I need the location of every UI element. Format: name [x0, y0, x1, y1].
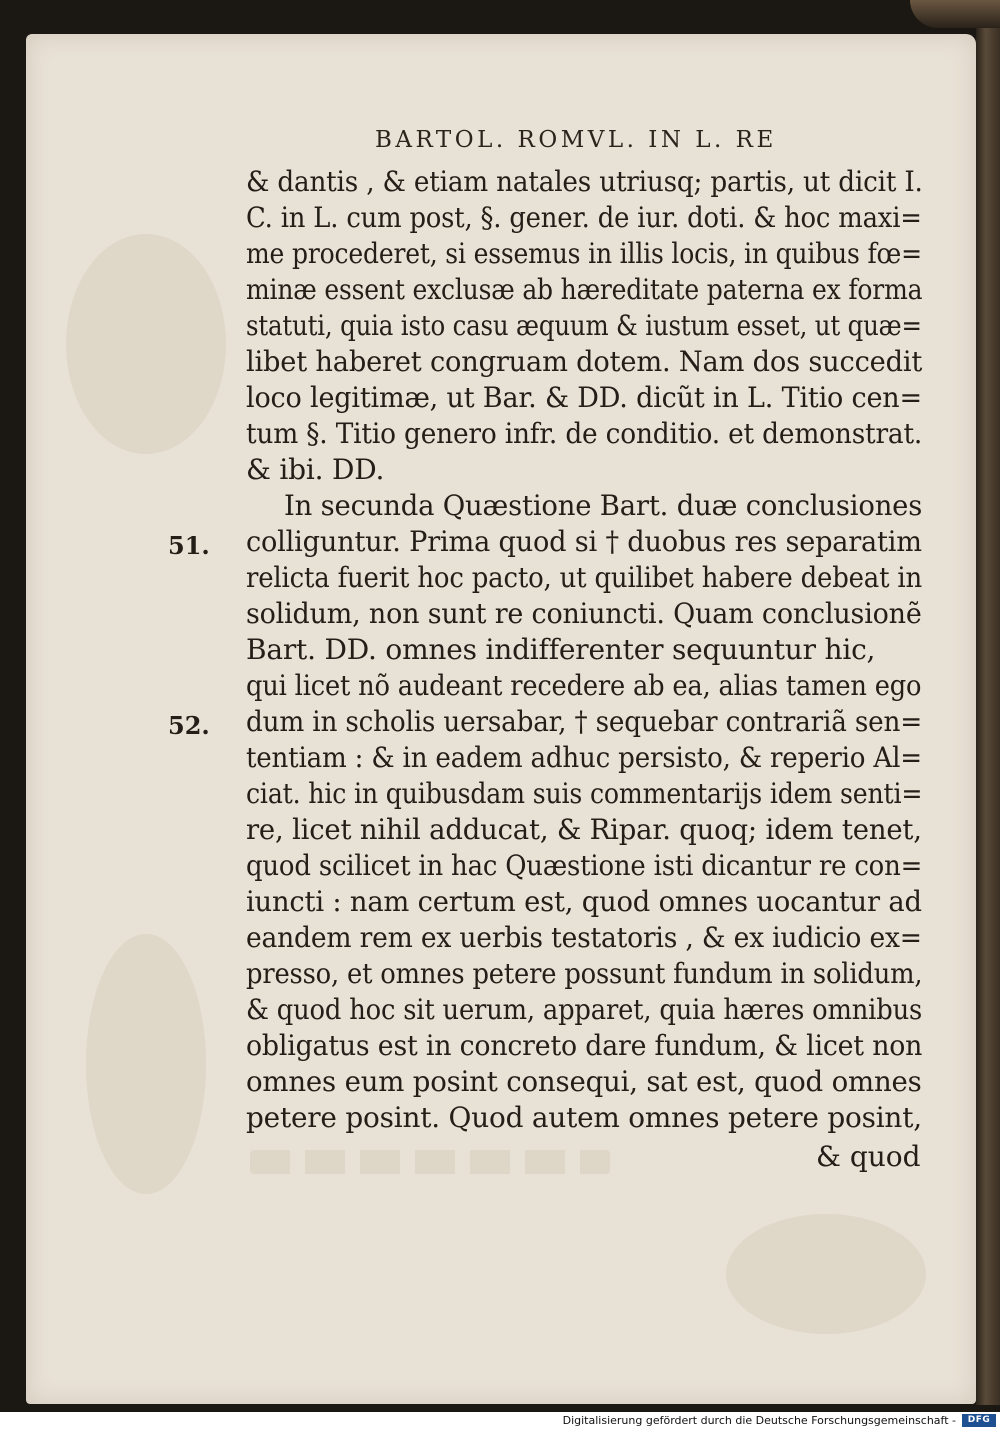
footer-bar [0, 1412, 1000, 1430]
funding-credit: Digitalisierung gefördert durch die Deutsche Forschungsgemeinschaft - [562, 1414, 956, 1427]
marginal-note: 52. [168, 711, 210, 740]
text-line: libet haberet congruam dotem. Nam dos succedit [246, 345, 923, 378]
running-head: BARTOL. ROMVL. IN L. RE [375, 127, 777, 153]
text-line: iuncti : nam certum est, quod omnes uocantur ad [246, 885, 922, 918]
text-line: presso, et omnes petere possunt fundum in solidum, [246, 957, 923, 990]
text-line: petere posint. Quod autem omnes petere posint, [246, 1101, 922, 1134]
paragraph-first-line: In secunda Quæstione Bart. duæ conclusiones [284, 489, 923, 522]
text-line: omnes eum posint consequi, sat est, quod omnes [246, 1065, 922, 1098]
text-line: ciat. hic in quibusdam suis commentarijs idem senti= [246, 777, 923, 810]
catchword: & quod [816, 1140, 921, 1173]
dfg-logo[interactable]: DFG [962, 1414, 996, 1427]
text-line: qui licet nõ audeant recedere ab ea, alias tamen ego [246, 669, 922, 702]
text-line: statuti, quia isto casu æquum & iustum esset, ut quæ= [246, 309, 922, 342]
text-line: solidum, non sunt re coniuncti. Quam conclusionẽ [246, 597, 922, 630]
text-line: & quod hoc sit uerum, apparet, quia hæres omnibus [246, 993, 923, 1026]
text-line: minæ essent exclusæ ab hæreditate paterna ex forma [246, 273, 923, 306]
text-line: colliguntur. Prima quod si † duobus res separatim [246, 525, 922, 558]
page-corner [910, 0, 1000, 28]
paper-stain [66, 234, 226, 454]
text-line: eandem rem ex uerbis testatoris , & ex iudicio ex= [246, 921, 922, 954]
text-line: re, licet nihil adducat, & Ripar. quoq; idem tenet, [246, 813, 922, 846]
text-line: tum §. Titio genero infr. de conditio. et demonstrat. [246, 417, 923, 450]
text-line: relicta fuerit hoc pacto, ut quilibet habere debeat in [246, 561, 923, 594]
text-line: & dantis , & etiam natales utriusq; partis, ut dicit I. [246, 165, 923, 198]
marginal-note: 51. [168, 531, 210, 560]
text-line: tentiam : & in eadem adhuc persisto, & reperio Al= [246, 741, 922, 774]
text-line: me procederet, si essemus in illis locis, in quibus fœ= [246, 237, 922, 270]
paper-stain [726, 1214, 926, 1334]
page-edge [976, 10, 1000, 1405]
text-line: obligatus est in concreto dare fundum, & licet non [246, 1029, 923, 1062]
text-line: loco legitimæ, ut Bar. & DD. dicũt in L. Titio cen= [246, 381, 923, 414]
paper-stain [86, 934, 206, 1194]
text-line: quod scilicet in hac Quæstione isti dicantur re con= [246, 849, 923, 882]
text-line: dum in scholis uersabar, † sequebar contrariã sen= [246, 705, 923, 738]
bleed-through [250, 1150, 610, 1174]
text-line: Bart. DD. omnes indifferenter sequuntur hic, [246, 633, 876, 666]
text-line: & ibi. DD. [246, 453, 385, 486]
text-line: C. in L. cum post, §. gener. de iur. doti. & hoc maxi= [246, 201, 922, 234]
